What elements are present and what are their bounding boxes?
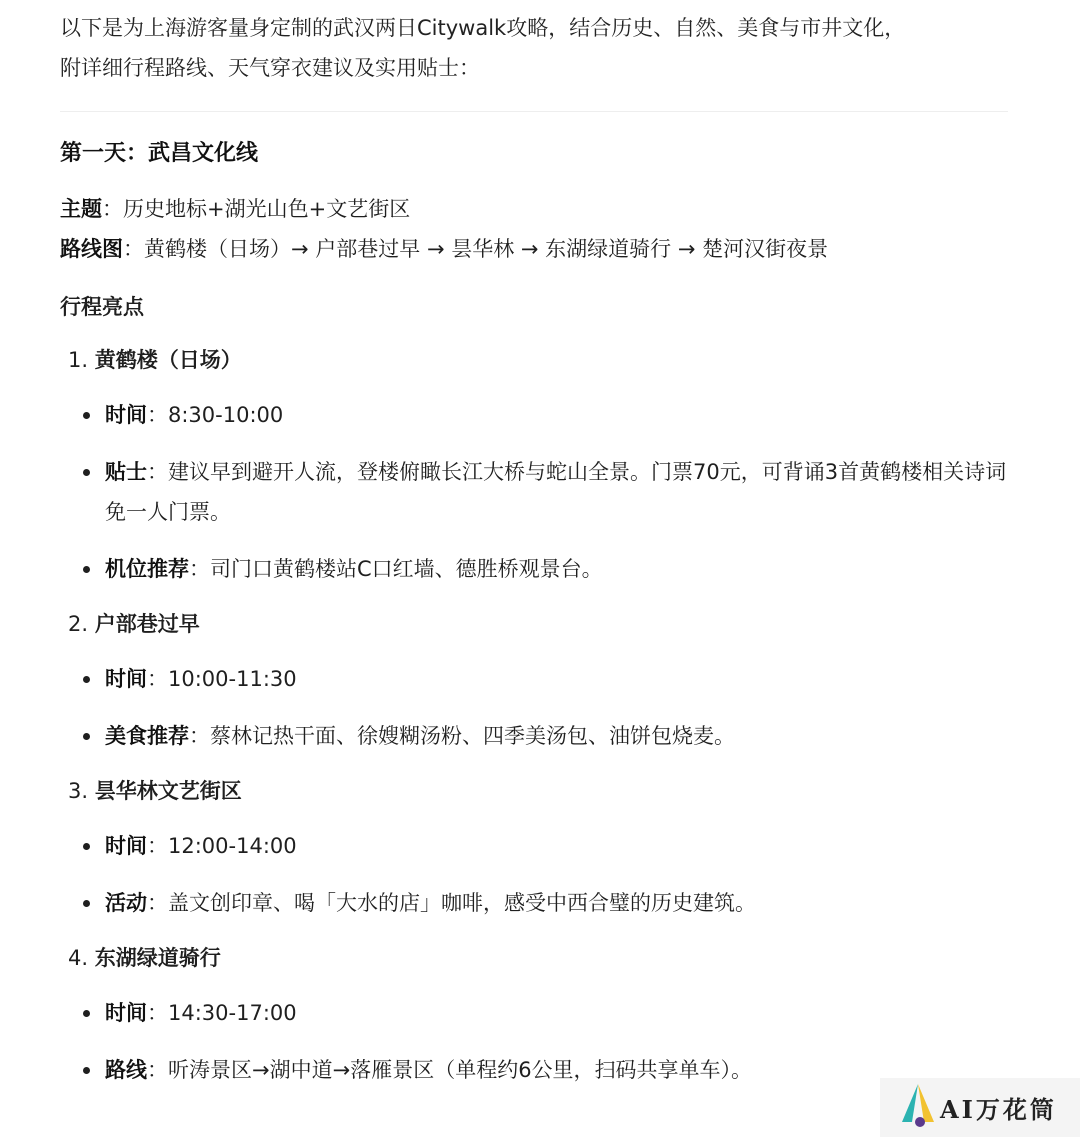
list-item — [60, 826, 1010, 866]
item-name: 黄鹤楼（日场） — [94, 348, 242, 372]
list-item — [60, 1050, 1010, 1090]
kaleidoscope-logo-icon — [898, 1082, 938, 1134]
itinerary-item — [60, 342, 1010, 589]
detail-label: 时间 — [105, 1001, 147, 1025]
detail-label: 贴士 — [105, 460, 147, 484]
detail-text: ：听涛景区→湖中道→落雁景区（单程约6公里，扫码共享单车）。 — [147, 1058, 753, 1082]
detail-list — [60, 659, 1010, 756]
list-item — [60, 993, 1010, 1033]
route-value: ：黄鹤楼（日场）→ 户部巷过早 → 昙华林 → 东湖绿道骑行 → 楚河汉街夜景 — [123, 237, 829, 261]
list-item — [60, 452, 1010, 532]
list-item — [60, 716, 1010, 756]
item-title — [68, 773, 1010, 809]
item-number: 2. — [68, 612, 95, 636]
item-name: 东湖绿道骑行 — [94, 946, 221, 970]
item-number: 1. — [68, 348, 95, 372]
detail-text: ：10:00-11:30 — [147, 667, 297, 691]
detail-text: ：建议早到避开人流，登楼俯瞰长江大桥与蛇山全景。门票70元，可背诵3首黄鹤楼相关诗词免一人门票。 — [105, 460, 1007, 524]
item-title — [68, 606, 1010, 642]
item-number: 4. — [68, 946, 95, 970]
detail-list — [60, 993, 1010, 1090]
intro-line: 以下是为上海游客量身定制的武汉两日Citywalk攻略，结合历史、自然、美食与市井文化， — [60, 16, 906, 40]
detail-label: 美食推荐 — [105, 724, 189, 748]
theme-label: 主题 — [60, 197, 102, 221]
list-item — [60, 395, 1010, 435]
detail-text: ：12:00-14:00 — [147, 834, 297, 858]
detail-text: ：14:30-17:00 — [147, 1001, 297, 1025]
watermark — [880, 1078, 1080, 1137]
detail-label: 时间 — [105, 403, 147, 427]
theme-value: ：历史地标+湖光山色+文艺街区 — [102, 197, 411, 221]
list-item — [60, 549, 1010, 589]
detail-label: 路线 — [105, 1058, 147, 1082]
intro-line: 附详细行程路线、天气穿衣建议及实用贴士： — [60, 56, 480, 80]
divider — [60, 111, 1008, 112]
detail-label: 时间 — [105, 834, 147, 858]
detail-list — [60, 826, 1010, 923]
route-row — [60, 229, 1010, 269]
itinerary-item — [60, 773, 1010, 923]
watermark-text: AI万花筒 — [940, 1095, 1057, 1124]
detail-text: ：8:30-10:00 — [147, 403, 284, 427]
route-label: 路线图 — [60, 237, 123, 261]
list-item — [60, 659, 1010, 699]
detail-label: 机位推荐 — [105, 557, 189, 581]
intro-paragraph — [60, 0, 1010, 88]
detail-text: ：盖文创印章、喝「大水的店」咖啡，感受中西合璧的历史建筑。 — [147, 891, 756, 915]
item-title — [68, 940, 1010, 976]
itinerary-item — [60, 606, 1010, 756]
detail-label: 活动 — [105, 891, 147, 915]
item-name: 昙华林文艺街区 — [94, 779, 242, 803]
itinerary-item — [60, 940, 1010, 1090]
theme-row — [60, 189, 1010, 229]
item-title — [68, 342, 1010, 378]
day-meta — [60, 189, 1010, 269]
day-heading: 第一天：武昌文化线 — [60, 141, 259, 166]
item-number: 3. — [68, 779, 95, 803]
detail-text: ：司门口黄鹤楼站C口红墙、德胜桥观景台。 — [189, 557, 603, 581]
highlights-heading: 行程亮点 — [60, 295, 144, 319]
list-item — [60, 883, 1010, 923]
detail-text: ：蔡林记热干面、徐嫂糊汤粉、四季美汤包、油饼包烧麦。 — [189, 724, 735, 748]
detail-list — [60, 395, 1010, 589]
article — [60, 0, 1010, 1090]
item-name: 户部巷过早 — [94, 612, 200, 636]
detail-label: 时间 — [105, 667, 147, 691]
